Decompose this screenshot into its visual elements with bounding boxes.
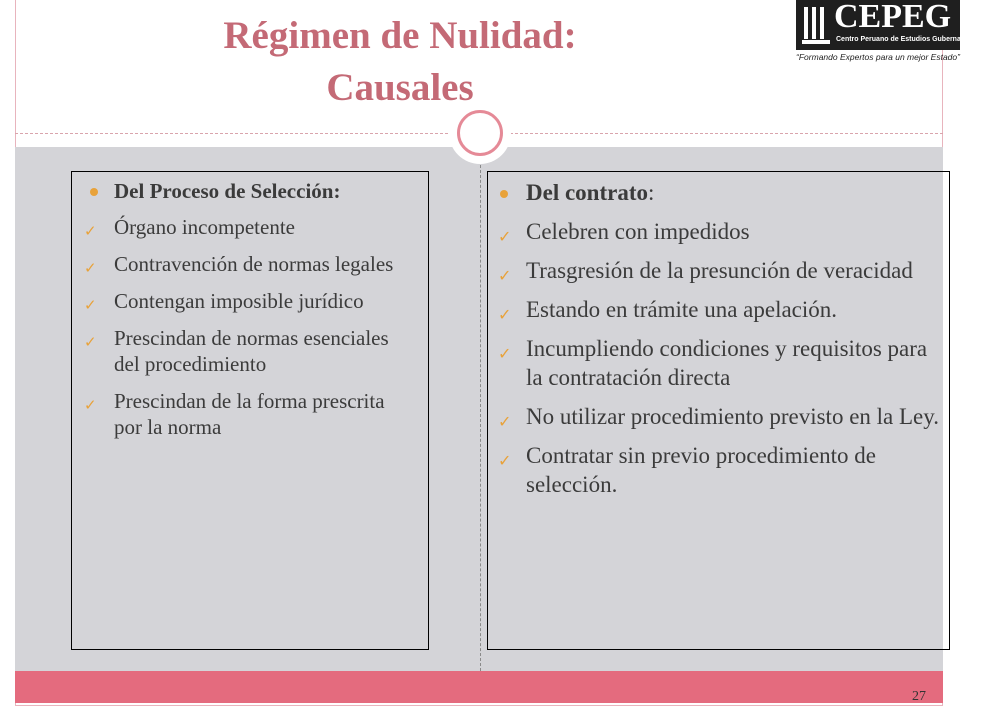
list-item xyxy=(72,325,428,377)
list-item-text: Contengan imposible jurídico xyxy=(114,289,364,313)
list-item-text: Celebren con impedidos xyxy=(526,219,750,244)
list-item-text: Estando en trámite una apelación. xyxy=(526,297,838,322)
dot-bullet-icon xyxy=(90,188,98,196)
list-item-text: Contratar sin previo procedimiento de selección. xyxy=(526,443,877,497)
list-item xyxy=(72,288,428,314)
title-line-2: Causales xyxy=(326,66,474,109)
left-column-heading xyxy=(72,178,394,205)
frame-bottom-border xyxy=(15,705,943,706)
checkmark-icon: ✓ xyxy=(498,227,512,246)
building-columns-icon xyxy=(800,3,834,47)
dot-bullet-icon xyxy=(500,190,508,198)
left-heading-text: Del Proceso de Selección: xyxy=(114,179,341,203)
page-number: 27 xyxy=(912,689,926,704)
list-item xyxy=(488,256,949,285)
logo-badge xyxy=(796,0,991,50)
ring-ornament-icon xyxy=(449,102,511,164)
checkmark-icon: ✓ xyxy=(498,344,512,363)
right-column-box xyxy=(487,171,950,650)
logo-subtitle: Centro Peruano de Estudios Gubernamentales xyxy=(836,36,991,43)
list-item-text: Prescindan de normas esenciales del procedimiento xyxy=(114,326,389,376)
list-item xyxy=(488,334,949,392)
list-item xyxy=(72,251,428,277)
checkmark-icon: ✓ xyxy=(498,412,512,431)
list-item-text: Incumpliendo condiciones y requisitos para la contratación directa xyxy=(526,336,928,390)
list-item xyxy=(488,441,949,499)
slide-title xyxy=(150,10,650,114)
right-item-list xyxy=(488,217,949,499)
cepeg-logo xyxy=(796,0,991,68)
checkmark-icon: ✓ xyxy=(84,296,97,314)
checkmark-icon: ✓ xyxy=(84,333,97,351)
footer-accent-bar xyxy=(15,671,943,703)
checkmark-icon: ✓ xyxy=(498,451,512,470)
list-item xyxy=(72,388,428,440)
list-item xyxy=(72,214,428,240)
checkmark-icon: ✓ xyxy=(84,259,97,277)
column-divider xyxy=(480,160,481,671)
list-item-text: Órgano incompetente xyxy=(114,215,295,239)
list-item xyxy=(488,217,949,246)
right-heading-colon: : xyxy=(648,180,655,205)
right-heading-text: Del contrato xyxy=(526,180,648,205)
list-item-text: Prescindan de la forma prescrita por la norma xyxy=(114,389,385,439)
checkmark-icon: ✓ xyxy=(84,396,97,414)
list-item-text: Contravención de normas legales xyxy=(114,252,394,276)
checkmark-icon: ✓ xyxy=(498,266,512,285)
title-line-1: Régimen de Nulidad: xyxy=(223,14,577,57)
left-column-box xyxy=(71,171,429,650)
left-item-list xyxy=(72,214,428,440)
logo-brand: CEPEG xyxy=(834,0,952,35)
list-item xyxy=(488,295,949,324)
list-item-text: Trasgresión de la presunción de veracidad xyxy=(526,258,913,283)
checkmark-icon: ✓ xyxy=(84,222,97,240)
logo-slogan: “Formando Expertos para un mejor Estado” xyxy=(796,52,960,62)
list-item-text: No utilizar procedimiento previsto en la Ley. xyxy=(526,404,940,429)
list-item xyxy=(488,402,949,431)
checkmark-icon: ✓ xyxy=(498,305,512,324)
right-column-heading xyxy=(488,178,949,208)
